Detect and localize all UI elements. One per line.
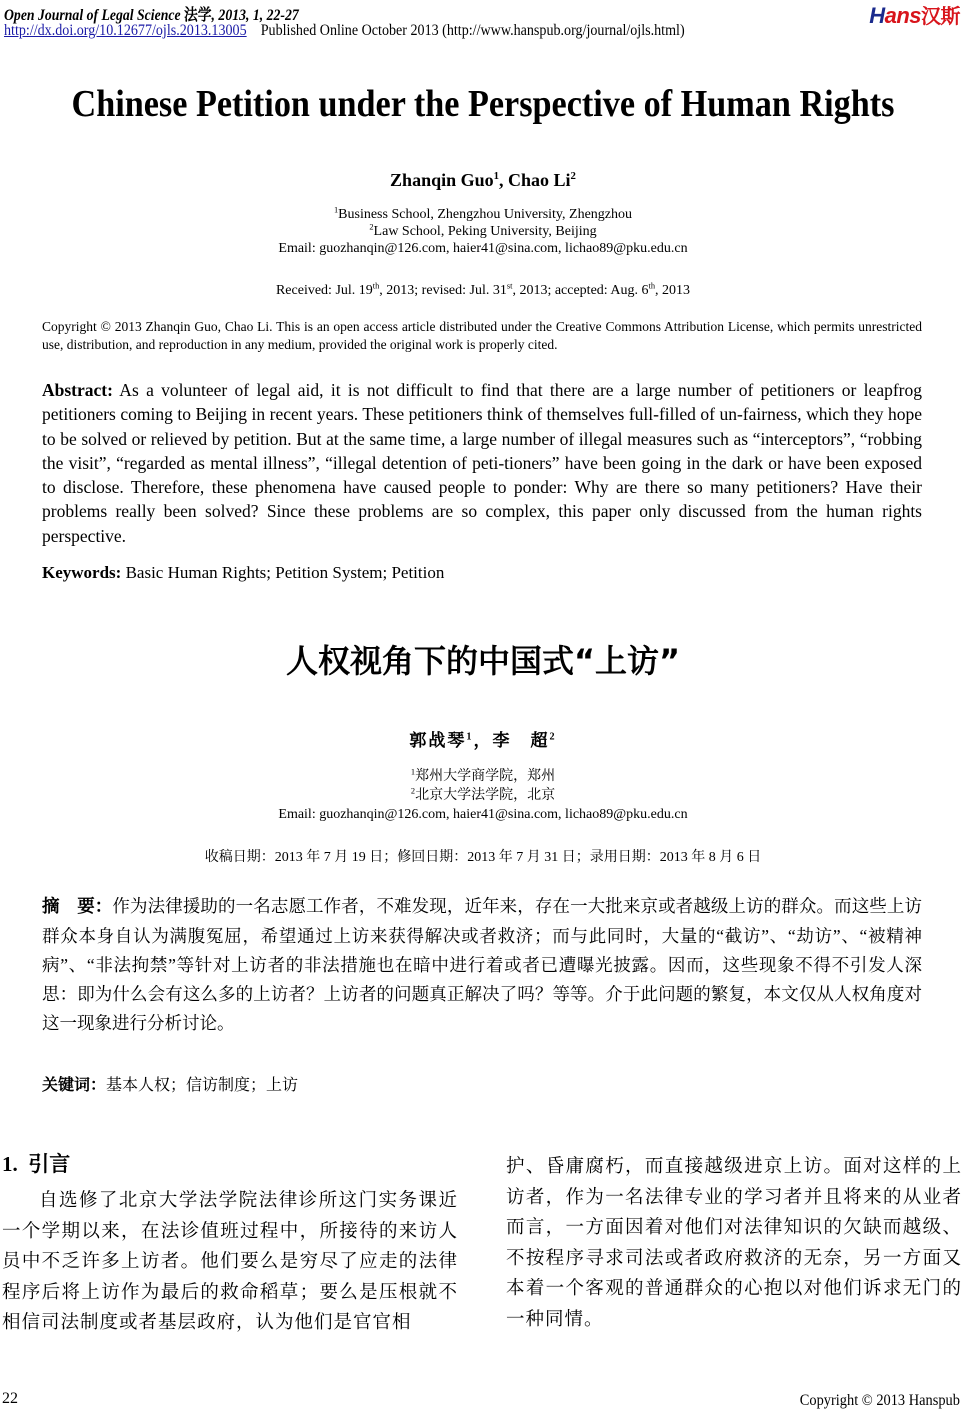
author-sup: 1 <box>466 731 474 743</box>
section-number: 1. <box>2 1152 18 1176</box>
keywords-cn <box>42 1072 298 1095</box>
abstract-label: Abstract: <box>42 380 113 400</box>
author-sup: 1 <box>493 170 500 182</box>
journal-name: Open Journal of Legal Science <box>4 7 181 24</box>
received-date: Received: Jul. 19 <box>275 283 373 298</box>
keywords-en <box>42 563 444 583</box>
abstract-label-cn: 摘 要： <box>42 897 113 917</box>
accepted-date: , 2013; accepted: Aug. 6 <box>512 283 649 298</box>
section-heading <box>2 1148 70 1178</box>
body-column-left: 自选修了北京大学法学院法律诊所这门实务课近一个学期以来，在法诊值班过程中，所接待的来访人员中不乏许多上访者。他们要么是穷尽了应走的法律程序后将上访作为最后的救命稻草；要么是压根就不相信司法制度或者基层政府，认为他们是官官相 <box>2 1191 458 1333</box>
journal-name-cn: 法学 <box>184 7 212 24</box>
published-note: Published Online October 2013 (http://www.hanspub.org/journal/ojls.html) <box>260 22 685 39</box>
affiliation-cn-1 <box>0 767 966 786</box>
author-separator: , <box>499 170 509 190</box>
logo-text-cn: 汉斯 <box>921 6 960 28</box>
keywords-label-cn: 关键词： <box>42 1075 107 1094</box>
email-line-cn: Email: guozhanqin@126.com, haier41@sina.com, lichao89@pku.edu.cn <box>278 807 688 822</box>
abstract-en <box>42 378 922 548</box>
keywords-label: Keywords: <box>42 563 122 582</box>
affiliation-text: Law School, Peking University, Beijing <box>373 224 597 239</box>
affiliation-text: Business School, Zhengzhou University, Zhengzhou <box>338 207 633 222</box>
author-name-cn: 李 超 <box>492 731 550 750</box>
affiliation-1 <box>0 206 966 223</box>
keywords-text-cn: 基本人权；信访制度；上访 <box>106 1077 299 1094</box>
affiliation-sup: 1 <box>410 767 416 777</box>
body-column-right: 护、昏庸腐朽，而直接越级进京上访。面对这样的上访者，作为一名法律专业的学习者并且将来的从业者而言，一方面因着对他们对法律知识的欠缺而越级、不按程序寻求司法或者政府救济的无奈，另一方面又本着一个客观的普通群众的心抱以对他们诉求无门的一种同情。 <box>506 1157 962 1330</box>
author-name: Chao Li <box>508 170 571 190</box>
affiliation-text: 北京大学法学院，北京 <box>415 788 556 803</box>
paper-title-cn: 人权视角下的中国式“上访” <box>285 642 681 680</box>
author-list <box>0 170 966 191</box>
copyright-note: Copyright © 2013 Zhanqin Guo, Chao Li. This is an open access article distributed under the Creative Commons Attribution License, which permits unrestricted use, distribution, and reproduction in any medium, provided the original work is properly cited. <box>42 319 922 352</box>
dates-line-cn: 收稿日期：2013 年 7 月 19 日；修回日期：2013 年 7 月 31 日；录用日期：2013 年 8 月 6 日 <box>204 850 762 865</box>
email-line: Email: guozhanqin@126.com, haier41@sina.com, lichao89@pku.edu.cn <box>278 241 688 256</box>
abstract-text-cn: 作为法律援助的一名志愿工作者，不难发现，近年来，存在一大批来京或者越级上访的群众。而这些上访群众本身自认为满腹冤屈，希望通过上访来获得解决或者救济；而与此同时，大量的“截访”、“劫访”、“被精神病”、“非法拘禁”等针对上访者的非法措施也在暗中进行着或者已遭曝光披露。因而，这些现象不得不引发人深思：即为什么会有这么多的上访者？上访者的问题真正解决了吗？等等。介于此问题的繁复，本文仅从人权角度对这一现象进行分析讨论。 <box>42 896 923 1033</box>
footer-copyright: Copyright © 2013 Hanspub <box>799 1392 960 1409</box>
affiliation-sup: 2 <box>410 786 416 796</box>
section-title: 引言 <box>28 1152 71 1176</box>
author-sup: 2 <box>549 731 557 743</box>
affiliation-sup: 1 <box>333 205 339 215</box>
affiliations <box>0 206 966 257</box>
doi-link[interactable]: http://dx.doi.org/10.12677/ojls.2013.13005 <box>4 22 247 39</box>
author-sup: 2 <box>570 170 576 182</box>
affiliations-cn <box>0 767 966 824</box>
doi-line <box>4 22 685 40</box>
logo-letter-h: H <box>869 3 885 28</box>
author-list-cn <box>0 726 966 751</box>
date-tail: , 2013 <box>655 283 691 298</box>
affiliation-sup: 2 <box>369 222 374 232</box>
affiliation-2 <box>0 223 966 240</box>
dates-line <box>0 282 966 299</box>
date-sup: st <box>506 281 513 291</box>
affiliation-text: 郑州大学商学院，郑州 <box>415 769 556 784</box>
journal-citation: , 2013, 1, 22-27 <box>211 7 299 24</box>
abstract-text: As a volunteer of legal aid, it is not difficult to find that there are a large number of petitioners or leapfrog petitioners coming to Beijing in recent years. These petitioners think of themselves full-filled of un-fairness, which they hope to be solved or relieved by petition. But at the same time, a large number of illegal measures such as “interceptors”, “robbing the visit”, “regarded as mental illness”, “illegal detention of peti-tioners” have been going in the dark or have been exposed to disclose. Therefore, these phenomena have caused people to ponder: Why are there so many petitioners? Have their problems really been solved? Since these problems are so complex, this paper only discussed from the human rights perspective. <box>42 380 922 546</box>
page-number: 22 <box>2 1390 18 1407</box>
logo-text: ans <box>884 3 921 28</box>
date-sup: th <box>648 281 656 291</box>
abstract-cn <box>42 892 922 1038</box>
affiliation-cn-2 <box>0 786 966 805</box>
hanspub-logo <box>869 0 960 29</box>
date-sup: th <box>372 281 380 291</box>
keywords-text: Basic Human Rights; Petition System; Petition <box>121 563 445 582</box>
revised-date: , 2013; revised: Jul. 31 <box>379 283 507 298</box>
paper-title: Chinese Petition under the Perspective of Human Rights <box>71 83 895 125</box>
author-separator: ， <box>473 731 493 750</box>
author-name: Zhanqin Guo <box>390 170 494 190</box>
author-name-cn: 郭战琴 <box>409 731 467 750</box>
